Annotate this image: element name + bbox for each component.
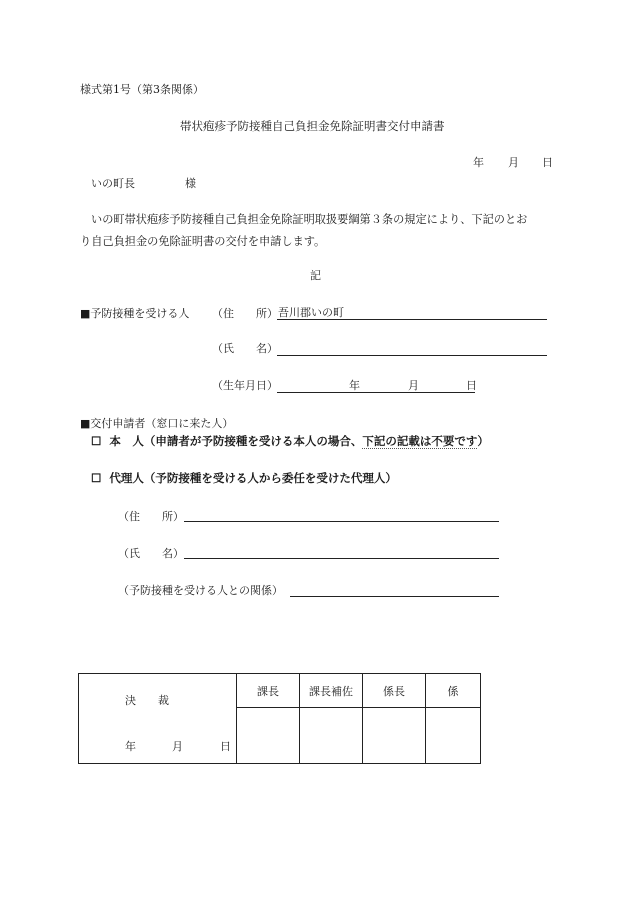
applicant-heading: ■交付申請者（窓口に来た人） <box>80 417 234 430</box>
self-note: 下記の記載は不要です <box>362 434 478 448</box>
decision-month: 月 <box>172 740 183 753</box>
agent-address-field[interactable] <box>184 521 499 522</box>
self-checkbox[interactable]: ☐ <box>91 434 102 448</box>
recipient-dob-month: 月 <box>408 379 419 392</box>
recipient-address-label: （住 所） <box>212 307 278 320</box>
self-close: ） <box>477 434 489 448</box>
applicant-self-row <box>91 436 489 448</box>
agent-relation-field[interactable] <box>290 596 499 597</box>
approval-col-header: 係長 <box>363 674 426 708</box>
date-year: 年 <box>473 156 484 169</box>
approval-col-header: 課長 <box>237 674 300 708</box>
recipient-dob-label: （生年月日） <box>212 379 278 392</box>
approval-col-header: 係 <box>426 674 481 708</box>
page-title: 帯状疱疹予防接種自己負担金免除証明書交付申請書 <box>180 119 445 133</box>
agent-label: 代理人（予防接種を受ける人から委任を受けた代理人） <box>109 471 397 485</box>
approval-col-header: 課長補佐 <box>300 674 363 708</box>
decision-label: 決 裁 <box>125 694 169 707</box>
recipient-heading: ■予防接種を受ける人 <box>80 307 190 320</box>
form-id: 様式第1号（第3条関係） <box>80 83 204 96</box>
approval-table <box>78 673 481 764</box>
decision-cell <box>79 674 237 764</box>
recipient-dob-year: 年 <box>349 379 360 392</box>
agent-name-field[interactable] <box>184 558 499 559</box>
applicant-agent-row <box>91 473 397 485</box>
recipient-name-field[interactable] <box>277 355 547 356</box>
body-text-line-2: り自己負担金の免除証明書の交付を申請します。 <box>80 235 326 248</box>
decision-day: 日 <box>220 740 231 753</box>
recipient-address-value[interactable]: 吾川郡いの町 <box>278 306 344 319</box>
addressee-name: いの町長 <box>91 177 135 190</box>
approval-stamp-cell[interactable] <box>363 708 426 764</box>
self-label: 本 人（申請者が予防接種を受ける本人の場合、 <box>109 434 363 448</box>
agent-name-label: （氏 名） <box>118 547 184 560</box>
approval-stamp-cell[interactable] <box>237 708 300 764</box>
agent-relation-label: （予防接種を受ける人との関係） <box>118 584 283 597</box>
recipient-address-line <box>277 319 547 320</box>
date-day: 日 <box>542 156 553 169</box>
agent-address-label: （住 所） <box>118 510 184 523</box>
date-month: 月 <box>508 156 519 169</box>
recipient-name-label: （氏 名） <box>212 342 278 355</box>
body-text-line-1: いの町帯状疱疹予防接種自己負担金免除証明取扱要綱第３条の規定により、下記のとお <box>91 213 528 226</box>
approval-stamp-cell[interactable] <box>300 708 363 764</box>
recipient-dob-field[interactable] <box>277 392 475 393</box>
recipient-dob-day: 日 <box>466 379 477 392</box>
agent-checkbox[interactable]: ☐ <box>91 471 102 485</box>
approval-stamp-cell[interactable] <box>426 708 481 764</box>
decision-year: 年 <box>125 740 136 753</box>
ki-heading: 記 <box>310 269 321 282</box>
addressee-honorific: 様 <box>185 177 196 190</box>
